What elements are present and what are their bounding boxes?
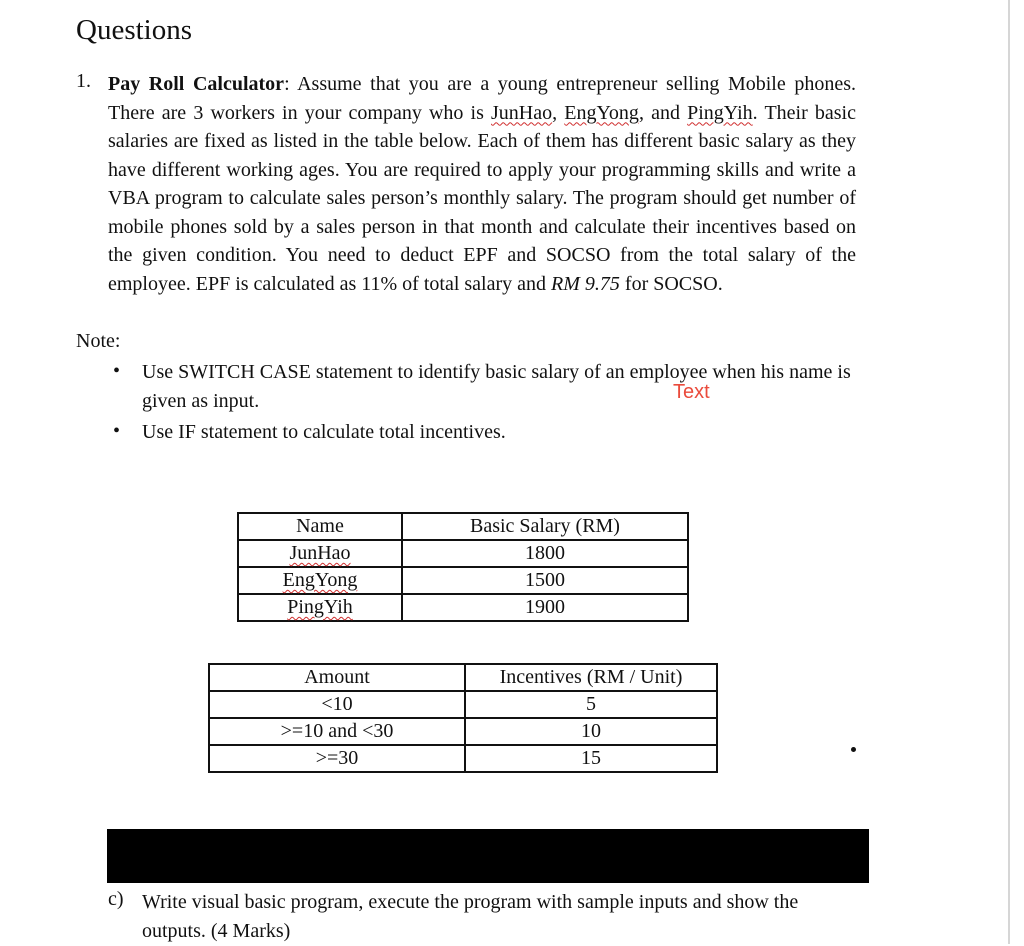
worker-name-1: JunHao (491, 101, 553, 124)
table-cell: 15 (465, 745, 717, 772)
table-row (238, 594, 688, 621)
table-header-cell: Name (238, 513, 402, 540)
table-cell: >=10 and <30 (209, 718, 465, 745)
employee-name: JunHao (289, 542, 351, 564)
table-header-cell: Amount (209, 664, 465, 691)
page-title: Questions (76, 14, 192, 46)
worker-name-2: EngYong (564, 101, 639, 124)
table-row (209, 691, 717, 718)
question-intro: : Assume that you are a young entrepreneur selling Mobile phones. There are 3 workers in your company who is (108, 73, 856, 124)
employee-name: EngYong (282, 569, 358, 591)
incentive-table (208, 663, 718, 773)
table-header-cell: Incentives (RM / Unit) (465, 664, 717, 691)
part-c-label: c) (108, 888, 124, 910)
table-row (238, 540, 688, 567)
table-row (209, 718, 717, 745)
table-cell: 5 (465, 691, 717, 718)
table-row (238, 567, 688, 594)
overlay-text-box[interactable]: Text (673, 381, 710, 403)
bullet-icon: • (113, 360, 121, 382)
question-body: . Their basic salaries are fixed as listed in the table below. Each of them has different basic salary as they have different working ages. You are required to apply your programming skills and write a VBA program to calculate sales person’s monthly salary. The program should get number of mobile phones sold by a sales person in that month and calculate their incentives based on the given condition. You need to deduct EPF and SOCSO from the total salary of the employee. EPF is calculated as 11% of total salary and (108, 101, 856, 295)
question-number: 1. (76, 70, 91, 92)
table-cell: 1900 (402, 594, 688, 621)
bullet-icon: • (113, 420, 121, 442)
socso-amount: RM 9.75 (551, 272, 620, 295)
note-label: Note: (76, 330, 121, 352)
worker-name-3: PingYih (687, 101, 753, 124)
question-title: Pay Roll Calculator (108, 73, 285, 95)
table-header-cell: Basic Salary (RM) (402, 513, 688, 540)
question-end: for SOCSO. (619, 272, 723, 295)
note-bullet-1: Use SWITCH CASE statement to identify basic salary of an employee when his name is given as input. (142, 361, 851, 412)
separator: , (552, 101, 565, 124)
table-cell: <10 (209, 691, 465, 718)
table-cell (238, 567, 402, 594)
table-header-row (238, 513, 688, 540)
salary-table (237, 512, 689, 622)
table-header-row (209, 664, 717, 691)
part-c-text: Write visual basic program, execute the program with sample inputs and show the outputs. (4 Marks) (142, 891, 799, 942)
stray-dot (851, 747, 856, 752)
employee-name: PingYih (287, 596, 353, 618)
table-cell: 1800 (402, 540, 688, 567)
table-cell (238, 594, 402, 621)
page-edge-divider (1008, 0, 1010, 944)
question-paragraph (108, 70, 856, 298)
redaction-bar (107, 829, 869, 883)
note-bullet-2: Use IF statement to calculate total incentives. (142, 421, 506, 443)
table-cell: >=30 (209, 745, 465, 772)
table-cell: 1500 (402, 567, 688, 594)
table-row (209, 745, 717, 772)
table-cell: 10 (465, 718, 717, 745)
separator: , and (638, 101, 688, 124)
table-cell (238, 540, 402, 567)
